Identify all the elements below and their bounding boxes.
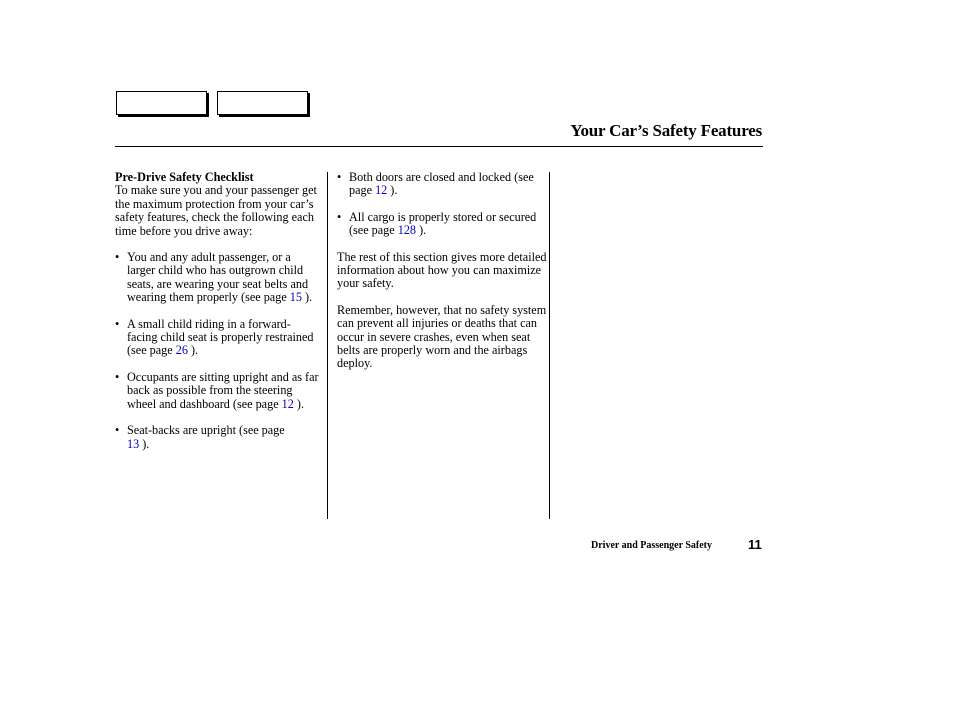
page-link-12[interactable]: 12	[281, 396, 294, 411]
column-divider-2	[549, 172, 550, 519]
checklist-item: • All cargo is properly stored or secured (see page 128 ).	[337, 209, 537, 238]
page-link-128[interactable]: 128	[397, 223, 417, 238]
checklist-item: • A small child riding in a forward-facing child seat is properly restrained (see page 26 ).	[115, 316, 314, 358]
footer-section-label: Driver and Passenger Safety	[591, 540, 713, 551]
warning-paragraph: Remember, however, that no safety system can prevent all injuries or deaths that can occur in severe crashes, even when seat belts are properly worn and the airbags deploy.	[337, 302, 547, 371]
header-rule	[115, 146, 763, 147]
column-divider-1	[327, 172, 328, 519]
checklist-heading: Pre-Drive Safety Checklist	[115, 170, 254, 184]
bullet-icon: •	[115, 369, 120, 384]
intro-paragraph: To make sure you and your passenger get the maximum protection from your car’s safety features, check the following each time before you drive away:	[115, 183, 317, 238]
bullet-icon: •	[115, 423, 120, 438]
checklist-item: • Both doors are closed and locked (see page 12 ).	[337, 170, 534, 198]
page-link-13[interactable]: 13	[127, 436, 140, 451]
middle-column	[337, 171, 547, 371]
checklist-item: • Seat-backs are upright (see page 13 ).	[115, 423, 285, 451]
bullet-icon: •	[115, 316, 120, 331]
info-paragraph: The rest of this section gives more detailed information about how you can maximize your safety.	[337, 249, 547, 291]
bullet-icon: •	[115, 250, 120, 265]
checklist-item: • Occupants are sitting upright and as far back as possible from the steering wheel and dashboard (see page 12 ).	[115, 369, 319, 411]
page-link-15[interactable]: 15	[289, 290, 302, 305]
checklist-item: • You and any adult passenger, or a larger child who has outgrown child seats, are wearing your seat belts and wearing them properly (see page 15 ).	[115, 250, 313, 305]
page-number: 11	[748, 537, 762, 552]
page-link-12[interactable]: 12	[375, 183, 388, 198]
nav-button-back[interactable]	[116, 91, 207, 115]
bullet-icon: •	[337, 209, 342, 224]
page-link-26[interactable]: 26	[175, 343, 188, 358]
bullet-icon: •	[337, 170, 342, 184]
page-title: Your Car’s Safety Features	[570, 121, 762, 140]
nav-button-forward[interactable]	[217, 91, 308, 115]
left-column	[115, 171, 320, 451]
